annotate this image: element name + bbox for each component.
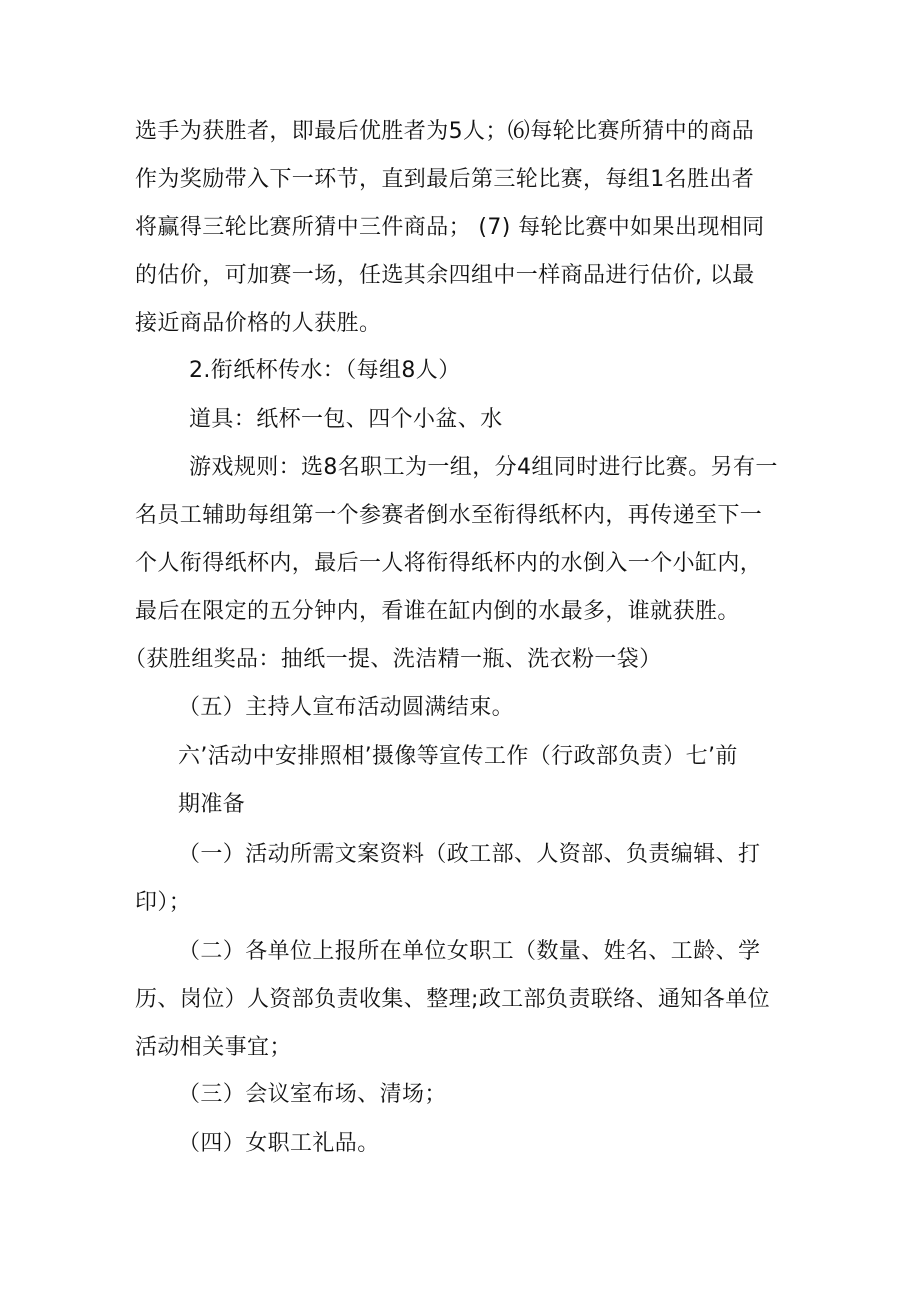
text-line: 接近商品价格的人获胜。 bbox=[135, 311, 382, 336]
text-line: 选手为获胜者，即最后优胜者为5人；⑹每轮比赛所猜中的商品 bbox=[135, 119, 755, 144]
text-line: 六’活动中安排照相’摄像等宣传工作（行政部负责）七’前 bbox=[178, 744, 738, 769]
text-line: （五）主持人宣布活动圆满结束。 bbox=[178, 695, 515, 720]
text-line: 作为奖励带入下一环节，直到最后第三轮比赛，每组1名胜出者 bbox=[135, 167, 755, 192]
text-line: 名员工辅助每组第一个参赛者倒水至衔得纸杯内，再传递至下一 bbox=[135, 503, 763, 528]
text-line: 的估价，可加赛一场，任选其余四组中一样商品进行估价, 以最 bbox=[135, 263, 755, 288]
text-line: 活动相关事宜； bbox=[135, 1035, 292, 1060]
text-line: （四）女职工礼品。 bbox=[178, 1131, 380, 1156]
text-line: 个人衔得纸杯内，最后一人将衔得纸杯内的水倒入一个小缸内， bbox=[135, 551, 763, 576]
text-line: 印）； bbox=[135, 890, 192, 915]
text-line: （三）会议室布场、清场； bbox=[178, 1082, 447, 1107]
section-heading: 2.衔纸杯传水：（每组8人） bbox=[189, 358, 461, 383]
text-line: 将赢得三轮比赛所猜中三件商品； (7) 每轮比赛中如果出现相同 bbox=[135, 215, 765, 240]
text-line: 期准备 bbox=[178, 792, 246, 817]
text-line: （二）各单位上报所在单位女职工（数量、姓名、工龄、学 bbox=[178, 939, 761, 964]
text-line: 游戏规则：选8名职工为一组，分4组同时进行比赛。另有一 bbox=[189, 455, 778, 480]
text-line: 历、岗位）人资部负责收集、整理;政工部负责联络、通知各单位 bbox=[135, 987, 771, 1012]
text-line: 最后在限定的五分钟内，看谁在缸内倒的水最多，谁就获胜。 bbox=[135, 599, 740, 624]
text-line: 道具：纸杯一包、四个小盆、水 bbox=[189, 407, 503, 432]
text-line: （获胜组奖品：抽纸一提、洗洁精一瓶、洗衣粉一袋） bbox=[124, 647, 662, 672]
text-line: （一）活动所需文案资料（政工部、人资部、负责编辑、打 bbox=[178, 842, 761, 867]
